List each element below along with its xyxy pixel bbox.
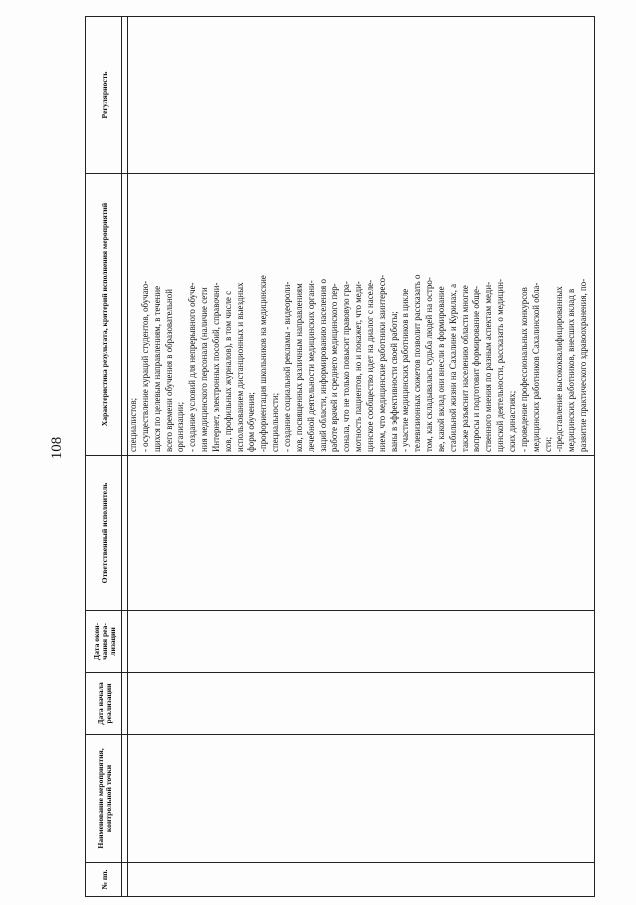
header-regularity: Регулярность: [86, 17, 122, 174]
action-plan-table: [85, 16, 595, 897]
result-line: стабильной жизни на Сахалине и Курилах, а: [447, 283, 458, 452]
cell-result: [128, 174, 595, 456]
result-line: - осуществление кураций студентов, обучаю-: [139, 280, 150, 452]
header-start-date: Дата начала реализации: [86, 673, 122, 735]
result-line: вопросы и подготовит формирование обще-: [471, 285, 482, 452]
header-result: Характеристика результата, критерий исполнения мероприятий: [86, 174, 122, 456]
result-line: форм обучения;: [246, 392, 257, 452]
page-number: 108: [49, 436, 65, 460]
result-line: том, как складывалась судьба людей на остро-: [424, 277, 435, 452]
result-line: цинской деятельности, рассказать о медицин-: [495, 279, 506, 452]
result-line: специальности;: [270, 392, 281, 452]
result-line: ков, профильных журналов), в том числе с: [222, 290, 233, 452]
result-line: сти;: [542, 436, 553, 452]
result-line: заций области, информированию населения о: [317, 279, 328, 452]
result-line: ских династиях;: [507, 390, 517, 452]
result-line: - создание условий для непрерывного обуче-: [187, 282, 198, 452]
table-row: [128, 17, 595, 897]
result-line: медицинских работников, внесших вклад в: [566, 288, 577, 452]
cell-end-date: [128, 611, 595, 673]
result-line: также разъяснит населению области многие: [459, 285, 470, 452]
result-line: цинское сообщество идет на диалог с населе-: [364, 279, 375, 452]
header-row: [86, 17, 122, 897]
result-line: специалистов;: [128, 397, 138, 452]
cell-regularity: [128, 17, 595, 174]
header-num: № пп.: [86, 863, 122, 897]
result-line: телевизионных сюжетов позволит рассказать о: [412, 274, 423, 452]
result-line: лечебной деятельности медицинских органи-: [305, 280, 316, 452]
cell-name: [128, 735, 595, 863]
result-line: мотность пациентов, но и покажет, что меди-: [353, 281, 364, 452]
result-line: - проведение профессиональных конкурсов: [518, 287, 529, 452]
result-line: сонала, что не только повысит правовую гра-: [341, 281, 352, 452]
cell-start-date: [128, 673, 595, 735]
result-line: медицинских работников Сахалинской обла-: [530, 282, 541, 452]
result-text: [128, 174, 590, 455]
header-end-date: Дата окон- чания реа- лизации: [86, 611, 122, 673]
result-line: использованием дистанционных и выездных: [234, 282, 245, 452]
header-name: Наименование мероприятия, контрольной точки: [86, 735, 122, 863]
result-line: нием, что медицинские работники заинтересо-: [376, 274, 387, 452]
result-line: работе врачей и среднего медицинского пер-: [329, 283, 340, 452]
result-line: - создание социальной рекламы - видеороли-: [281, 281, 292, 452]
result-line: ве, какой вклад они внесли в формирование: [435, 286, 446, 452]
result-line: щихся по целевым направлениям, в течение: [151, 285, 162, 452]
result-line: Интернет, электронных пособий, справочни-: [210, 282, 221, 452]
result-line: -представление высококвалифицированных: [554, 286, 565, 452]
result-line: -профориентация школьников на медицинские: [258, 275, 269, 452]
header-responsible: Ответственный исполнитель: [86, 456, 122, 611]
cell-num: [128, 863, 595, 897]
result-line: ственного мнения по разным аспектам меди-: [483, 281, 494, 452]
result-line: развитие практического здравоохранения, по-: [578, 278, 589, 452]
cell-responsible: [128, 456, 595, 611]
result-line: всего времени обучения в образовательной: [163, 289, 174, 452]
result-line: ков, посвященных различным направлениям: [293, 283, 304, 452]
result-line: ния медицинского персонала (наличие сети: [199, 287, 210, 452]
result-line: - участие медицинских работников в цикле: [400, 288, 411, 452]
result-line: организации;: [175, 401, 186, 452]
result-line: ваны в эффективности своей работы;: [388, 311, 399, 452]
